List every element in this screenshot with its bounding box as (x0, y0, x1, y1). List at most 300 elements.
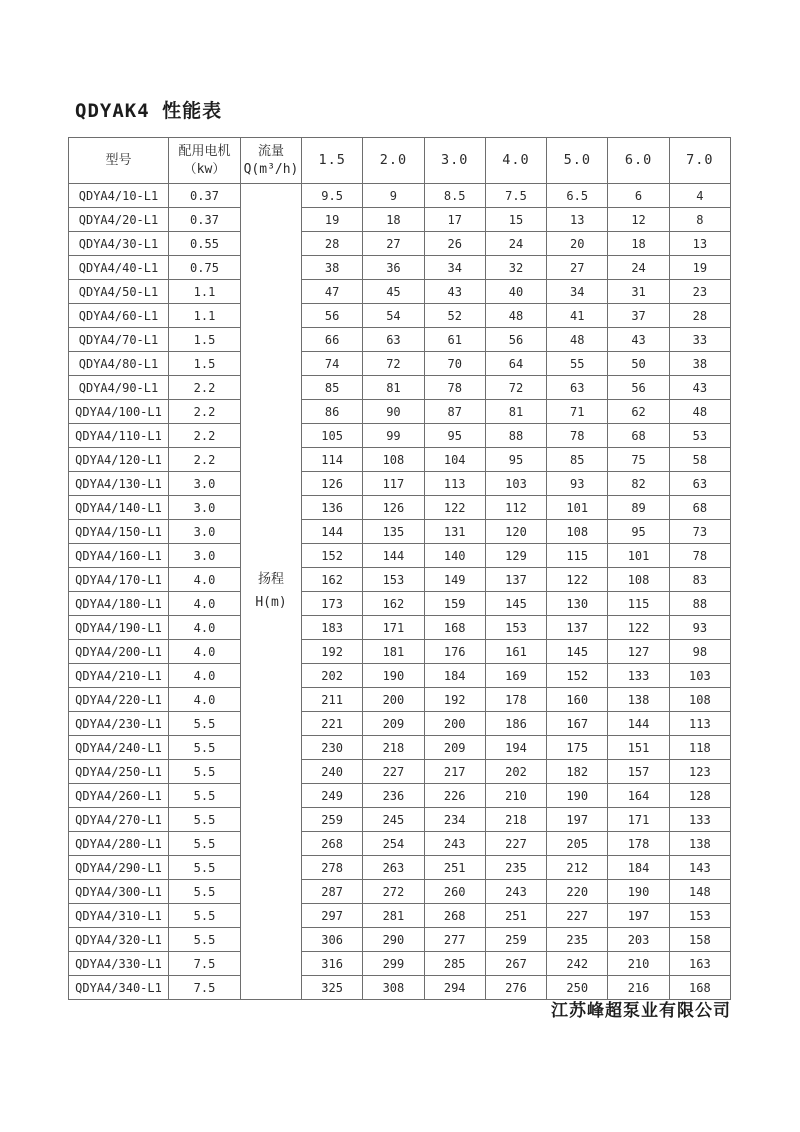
head-value-cell: 226 (424, 784, 485, 808)
head-value-cell: 243 (424, 832, 485, 856)
table-row (69, 304, 731, 328)
head-value-cell: 101 (547, 496, 608, 520)
head-value-cell: 200 (363, 688, 424, 712)
head-value-cell: 163 (669, 952, 730, 976)
head-value-cell: 178 (485, 688, 546, 712)
table-row (69, 424, 731, 448)
model-cell: QDYA4/30-L1 (69, 232, 169, 256)
head-value-cell: 72 (485, 376, 546, 400)
head-value-cell: 81 (485, 400, 546, 424)
head-value-cell: 82 (608, 472, 669, 496)
head-value-cell: 144 (608, 712, 669, 736)
head-value-cell: 98 (669, 640, 730, 664)
table-row (69, 208, 731, 232)
head-value-cell: 168 (669, 976, 730, 1000)
table-row (69, 280, 731, 304)
motor-kw-cell: 4.0 (169, 568, 241, 592)
head-value-cell: 173 (302, 592, 363, 616)
head-value-cell: 32 (485, 256, 546, 280)
head-value-cell: 159 (424, 592, 485, 616)
head-value-cell: 268 (302, 832, 363, 856)
head-value-cell: 28 (302, 232, 363, 256)
table-row (69, 400, 731, 424)
head-value-cell: 54 (363, 304, 424, 328)
head-value-cell: 85 (547, 448, 608, 472)
head-value-cell: 212 (547, 856, 608, 880)
head-value-cell: 126 (302, 472, 363, 496)
motor-kw-cell: 4.0 (169, 616, 241, 640)
head-value-cell: 148 (669, 880, 730, 904)
head-value-cell: 175 (547, 736, 608, 760)
head-value-cell: 227 (485, 832, 546, 856)
head-value-cell: 123 (669, 760, 730, 784)
model-cell: QDYA4/40-L1 (69, 256, 169, 280)
head-value-cell: 33 (669, 328, 730, 352)
head-value-cell: 48 (547, 328, 608, 352)
head-value-cell: 263 (363, 856, 424, 880)
model-cell: QDYA4/80-L1 (69, 352, 169, 376)
head-value-cell: 138 (669, 832, 730, 856)
model-cell: QDYA4/290-L1 (69, 856, 169, 880)
table-row (69, 640, 731, 664)
model-cell: QDYA4/160-L1 (69, 544, 169, 568)
model-cell: QDYA4/120-L1 (69, 448, 169, 472)
head-value-cell: 242 (547, 952, 608, 976)
head-unit-line2: H(m) (255, 594, 287, 610)
motor-kw-cell: 5.5 (169, 928, 241, 952)
table-row (69, 784, 731, 808)
motor-kw-cell: 5.5 (169, 712, 241, 736)
head-value-cell: 136 (302, 496, 363, 520)
head-value-cell: 138 (608, 688, 669, 712)
head-value-cell: 190 (547, 784, 608, 808)
head-value-cell: 276 (485, 976, 546, 1000)
head-value-cell: 186 (485, 712, 546, 736)
head-value-cell: 28 (669, 304, 730, 328)
head-value-cell: 128 (669, 784, 730, 808)
head-value-cell: 137 (547, 616, 608, 640)
head-value-cell: 160 (547, 688, 608, 712)
head-value-cell: 74 (302, 352, 363, 376)
head-value-cell: 12 (608, 208, 669, 232)
head-value-cell: 75 (608, 448, 669, 472)
head-value-cell: 250 (547, 976, 608, 1000)
head-value-cell: 211 (302, 688, 363, 712)
motor-kw-cell: 4.0 (169, 640, 241, 664)
model-cell: QDYA4/300-L1 (69, 880, 169, 904)
motor-kw-cell: 4.0 (169, 664, 241, 688)
motor-kw-cell: 7.5 (169, 976, 241, 1000)
head-value-cell: 153 (669, 904, 730, 928)
flow-header-line1: 流量 (257, 143, 284, 159)
head-value-cell: 290 (363, 928, 424, 952)
head-value-cell: 71 (547, 400, 608, 424)
head-value-cell: 73 (669, 520, 730, 544)
model-cell: QDYA4/180-L1 (69, 592, 169, 616)
model-cell: QDYA4/140-L1 (69, 496, 169, 520)
head-value-cell: 117 (363, 472, 424, 496)
table-row (69, 664, 731, 688)
head-value-cell: 27 (547, 256, 608, 280)
head-value-cell: 103 (485, 472, 546, 496)
head-value-cell: 227 (363, 760, 424, 784)
head-value-cell: 78 (424, 376, 485, 400)
head-value-cell: 251 (424, 856, 485, 880)
head-value-cell: 104 (424, 448, 485, 472)
table-row (69, 376, 731, 400)
head-value-cell: 181 (363, 640, 424, 664)
head-value-cell: 325 (302, 976, 363, 1000)
table-row (69, 520, 731, 544)
head-value-cell: 56 (485, 328, 546, 352)
motor-kw-cell: 0.75 (169, 256, 241, 280)
head-value-cell: 245 (363, 808, 424, 832)
motor-kw-cell: 5.5 (169, 856, 241, 880)
head-value-cell: 4 (669, 184, 730, 208)
table-row (69, 856, 731, 880)
head-value-cell: 202 (485, 760, 546, 784)
head-value-cell: 143 (669, 856, 730, 880)
head-value-cell: 120 (485, 520, 546, 544)
head-value-cell: 108 (608, 568, 669, 592)
company-name: 江苏峰超泵业有限公司 (551, 1001, 731, 1021)
col-header-flow-5: 5.0 (547, 138, 608, 184)
head-value-cell: 218 (485, 808, 546, 832)
head-value-cell: 259 (302, 808, 363, 832)
model-cell: QDYA4/100-L1 (69, 400, 169, 424)
head-value-cell: 37 (608, 304, 669, 328)
motor-kw-cell: 4.0 (169, 592, 241, 616)
model-cell: QDYA4/60-L1 (69, 304, 169, 328)
table-row (69, 544, 731, 568)
head-value-cell: 108 (363, 448, 424, 472)
table-row (69, 880, 731, 904)
header-row (69, 138, 731, 184)
head-value-cell: 133 (608, 664, 669, 688)
head-value-cell: 63 (547, 376, 608, 400)
motor-kw-cell: 5.5 (169, 736, 241, 760)
table-row (69, 352, 731, 376)
model-cell: QDYA4/200-L1 (69, 640, 169, 664)
model-cell: QDYA4/330-L1 (69, 952, 169, 976)
head-value-cell: 218 (363, 736, 424, 760)
model-cell: QDYA4/250-L1 (69, 760, 169, 784)
head-value-cell: 45 (363, 280, 424, 304)
head-value-cell: 205 (547, 832, 608, 856)
head-value-cell: 209 (424, 736, 485, 760)
head-value-cell: 103 (669, 664, 730, 688)
table-row (69, 952, 731, 976)
motor-kw-cell: 2.2 (169, 400, 241, 424)
motor-kw-cell: 7.5 (169, 952, 241, 976)
head-value-cell: 115 (608, 592, 669, 616)
head-value-cell: 197 (547, 808, 608, 832)
head-value-cell: 149 (424, 568, 485, 592)
head-value-cell: 287 (302, 880, 363, 904)
head-value-cell: 23 (669, 280, 730, 304)
head-value-cell: 83 (669, 568, 730, 592)
model-cell: QDYA4/270-L1 (69, 808, 169, 832)
head-value-cell: 34 (424, 256, 485, 280)
head-value-cell: 38 (302, 256, 363, 280)
head-value-cell: 268 (424, 904, 485, 928)
head-value-cell: 88 (485, 424, 546, 448)
head-value-cell: 176 (424, 640, 485, 664)
motor-header-line2: （kw） (183, 161, 226, 177)
table-row (69, 448, 731, 472)
table-row (69, 568, 731, 592)
head-value-cell: 129 (485, 544, 546, 568)
head-value-cell: 47 (302, 280, 363, 304)
head-value-cell: 183 (302, 616, 363, 640)
head-value-cell: 105 (302, 424, 363, 448)
model-cell: QDYA4/20-L1 (69, 208, 169, 232)
head-value-cell: 251 (485, 904, 546, 928)
head-value-cell: 7.5 (485, 184, 546, 208)
head-value-cell: 81 (363, 376, 424, 400)
head-value-cell: 240 (302, 760, 363, 784)
motor-kw-cell: 0.55 (169, 232, 241, 256)
head-value-cell: 114 (302, 448, 363, 472)
head-value-cell: 192 (302, 640, 363, 664)
head-value-cell: 122 (547, 568, 608, 592)
table-row (69, 184, 731, 208)
head-value-cell: 43 (608, 328, 669, 352)
head-value-cell: 87 (424, 400, 485, 424)
head-value-cell: 152 (547, 664, 608, 688)
motor-kw-cell: 2.2 (169, 376, 241, 400)
table-row (69, 616, 731, 640)
head-value-cell: 78 (669, 544, 730, 568)
model-cell: QDYA4/280-L1 (69, 832, 169, 856)
head-value-cell: 144 (302, 520, 363, 544)
head-value-cell: 41 (547, 304, 608, 328)
head-value-cell: 17 (424, 208, 485, 232)
table-row (69, 904, 731, 928)
head-value-cell: 200 (424, 712, 485, 736)
table-row (69, 328, 731, 352)
head-value-cell: 13 (669, 232, 730, 256)
head-value-cell: 190 (608, 880, 669, 904)
head-value-cell: 112 (485, 496, 546, 520)
model-cell: QDYA4/50-L1 (69, 280, 169, 304)
head-value-cell: 184 (424, 664, 485, 688)
head-value-cell: 217 (424, 760, 485, 784)
model-cell: QDYA4/240-L1 (69, 736, 169, 760)
head-value-cell: 162 (363, 592, 424, 616)
head-value-cell: 66 (302, 328, 363, 352)
model-cell: QDYA4/310-L1 (69, 904, 169, 928)
motor-kw-cell: 1.5 (169, 352, 241, 376)
head-value-cell: 133 (669, 808, 730, 832)
head-value-cell: 48 (485, 304, 546, 328)
table-row (69, 832, 731, 856)
head-value-cell: 115 (547, 544, 608, 568)
head-value-cell: 18 (363, 208, 424, 232)
head-value-cell: 40 (485, 280, 546, 304)
head-value-cell: 140 (424, 544, 485, 568)
head-value-cell: 61 (424, 328, 485, 352)
head-value-cell: 202 (302, 664, 363, 688)
head-value-cell: 70 (424, 352, 485, 376)
motor-kw-cell: 5.5 (169, 880, 241, 904)
motor-kw-cell: 0.37 (169, 208, 241, 232)
head-value-cell: 62 (608, 400, 669, 424)
head-value-cell: 58 (669, 448, 730, 472)
head-value-cell: 210 (608, 952, 669, 976)
head-value-cell: 8.5 (424, 184, 485, 208)
head-value-cell: 113 (669, 712, 730, 736)
model-cell: QDYA4/320-L1 (69, 928, 169, 952)
head-value-cell: 90 (363, 400, 424, 424)
head-value-cell: 64 (485, 352, 546, 376)
head-value-cell: 127 (608, 640, 669, 664)
head-value-cell: 24 (608, 256, 669, 280)
head-value-cell: 95 (424, 424, 485, 448)
head-value-cell: 130 (547, 592, 608, 616)
head-value-cell: 151 (608, 736, 669, 760)
head-value-cell: 85 (302, 376, 363, 400)
head-value-cell: 230 (302, 736, 363, 760)
head-value-cell: 210 (485, 784, 546, 808)
head-value-cell: 277 (424, 928, 485, 952)
table-row (69, 232, 731, 256)
motor-kw-cell: 0.37 (169, 184, 241, 208)
col-header-flow-3: 3.0 (424, 138, 485, 184)
model-cell: QDYA4/150-L1 (69, 520, 169, 544)
head-value-cell: 299 (363, 952, 424, 976)
head-value-cell: 15 (485, 208, 546, 232)
head-value-cell: 171 (363, 616, 424, 640)
head-value-cell: 158 (669, 928, 730, 952)
flow-header-line2: Q(m³/h) (243, 161, 299, 177)
table-row (69, 712, 731, 736)
motor-kw-cell: 5.5 (169, 784, 241, 808)
head-value-cell: 243 (485, 880, 546, 904)
head-value-cell: 89 (608, 496, 669, 520)
head-value-cell: 227 (547, 904, 608, 928)
head-value-cell: 184 (608, 856, 669, 880)
model-cell: QDYA4/70-L1 (69, 328, 169, 352)
col-header-flow-2: 2.0 (363, 138, 424, 184)
table-row (69, 592, 731, 616)
head-value-cell: 19 (302, 208, 363, 232)
head-value-cell: 168 (424, 616, 485, 640)
head-value-cell: 236 (363, 784, 424, 808)
head-value-cell: 93 (547, 472, 608, 496)
head-value-cell: 38 (669, 352, 730, 376)
head-value-cell: 19 (669, 256, 730, 280)
head-value-cell: 108 (547, 520, 608, 544)
head-value-cell: 53 (669, 424, 730, 448)
head-value-cell: 126 (363, 496, 424, 520)
head-value-cell: 9 (363, 184, 424, 208)
head-value-cell: 122 (424, 496, 485, 520)
head-value-cell: 194 (485, 736, 546, 760)
motor-kw-cell: 5.5 (169, 808, 241, 832)
col-header-flow-7: 7.0 (669, 138, 730, 184)
head-value-cell: 63 (363, 328, 424, 352)
head-value-cell: 209 (363, 712, 424, 736)
col-header-flow (241, 138, 302, 184)
head-value-cell: 171 (608, 808, 669, 832)
head-value-cell: 122 (608, 616, 669, 640)
motor-kw-cell: 1.1 (169, 304, 241, 328)
head-value-cell: 27 (363, 232, 424, 256)
motor-kw-cell: 1.5 (169, 328, 241, 352)
head-value-cell: 56 (608, 376, 669, 400)
head-value-cell: 294 (424, 976, 485, 1000)
table-row (69, 256, 731, 280)
head-value-cell: 152 (302, 544, 363, 568)
model-cell: QDYA4/110-L1 (69, 424, 169, 448)
head-value-cell: 197 (608, 904, 669, 928)
motor-kw-cell: 1.1 (169, 280, 241, 304)
table-row (69, 808, 731, 832)
table-row (69, 760, 731, 784)
performance-table (68, 137, 731, 1000)
head-value-cell: 144 (363, 544, 424, 568)
head-value-cell: 13 (547, 208, 608, 232)
head-value-cell: 306 (302, 928, 363, 952)
head-value-cell: 190 (363, 664, 424, 688)
head-value-cell: 18 (608, 232, 669, 256)
head-value-cell: 88 (669, 592, 730, 616)
head-value-cell: 52 (424, 304, 485, 328)
head-value-cell: 8 (669, 208, 730, 232)
head-value-cell: 31 (608, 280, 669, 304)
head-value-cell: 86 (302, 400, 363, 424)
head-value-cell: 9.5 (302, 184, 363, 208)
col-header-motor (169, 138, 241, 184)
head-value-cell: 272 (363, 880, 424, 904)
head-value-cell: 216 (608, 976, 669, 1000)
model-cell: QDYA4/170-L1 (69, 568, 169, 592)
model-cell: QDYA4/340-L1 (69, 976, 169, 1000)
table-row (69, 472, 731, 496)
head-value-cell: 234 (424, 808, 485, 832)
head-value-cell: 145 (547, 640, 608, 664)
head-value-cell: 95 (608, 520, 669, 544)
head-value-cell: 34 (547, 280, 608, 304)
head-value-cell: 43 (424, 280, 485, 304)
head-value-cell: 78 (547, 424, 608, 448)
head-value-cell: 135 (363, 520, 424, 544)
head-value-cell: 249 (302, 784, 363, 808)
model-cell: QDYA4/190-L1 (69, 616, 169, 640)
motor-header-line1: 配用电机 (178, 143, 231, 159)
motor-kw-cell: 4.0 (169, 688, 241, 712)
head-value-cell: 36 (363, 256, 424, 280)
head-value-cell: 145 (485, 592, 546, 616)
motor-kw-cell: 2.2 (169, 448, 241, 472)
head-value-cell: 118 (669, 736, 730, 760)
head-value-cell: 43 (669, 376, 730, 400)
model-cell: QDYA4/260-L1 (69, 784, 169, 808)
head-unit-line1: 扬程 (257, 572, 284, 588)
motor-kw-cell: 3.0 (169, 472, 241, 496)
head-value-cell: 63 (669, 472, 730, 496)
head-value-cell: 182 (547, 760, 608, 784)
head-value-cell: 167 (547, 712, 608, 736)
table-row (69, 496, 731, 520)
head-value-cell: 137 (485, 568, 546, 592)
head-value-cell: 192 (424, 688, 485, 712)
head-value-cell: 260 (424, 880, 485, 904)
motor-kw-cell: 5.5 (169, 760, 241, 784)
head-value-cell: 285 (424, 952, 485, 976)
model-cell: QDYA4/210-L1 (69, 664, 169, 688)
